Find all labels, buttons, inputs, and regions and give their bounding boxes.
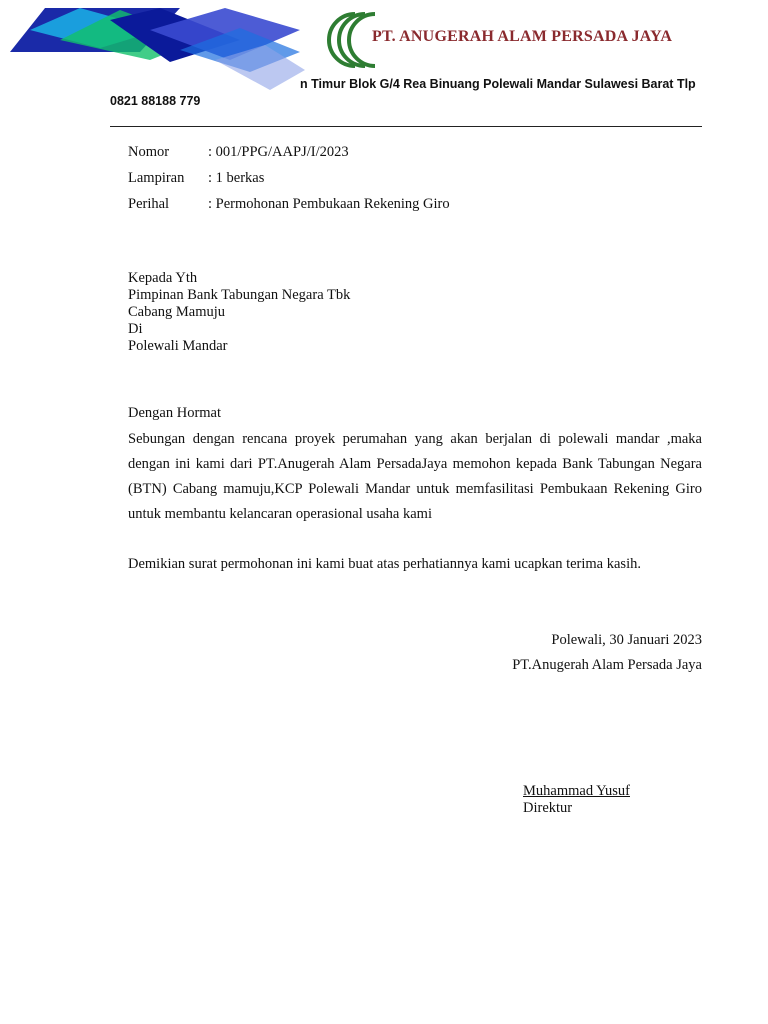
company-logo-icon	[329, 14, 375, 66]
perihal-value: : Permohonan Pembukaan Rekening Giro	[208, 196, 450, 212]
recipient-line-3: Cabang Mamuju	[128, 304, 226, 320]
signatory-name: Muhammad Yusuf	[523, 783, 630, 799]
nomor-value: : 001/PPG/AAPJ/I/2023	[208, 144, 349, 160]
perihal-label: Perihal	[128, 196, 170, 212]
body-paragraph: Sebungan dengan rencana proyek perumahan yang akan berjalan di polewali mandar ,maka dengan ini kami dari PT.Anugerah Alam PersadaJaya memohon kepada Bank Tabungan Negara (BTN) Cabang mamuju,KCP Polewali Mandar untuk memfasilitasi Pembukaan Rekening Giro untuk membantu kelancaran operasional usaha kami	[128, 431, 702, 522]
address-line-1: n Timur Blok G/4 Rea Binuang Polewali Mandar Sulawesi Barat Tlp	[300, 77, 696, 91]
meta-lampiran	[128, 170, 264, 187]
geometric-banner-graphic	[10, 8, 305, 90]
header-decoration	[0, 0, 768, 130]
meta-nomor	[128, 144, 349, 161]
recipient-line-4: Di	[128, 321, 143, 337]
meta-perihal	[128, 196, 450, 213]
closing-paragraph: Demikian surat permohonan ini kami buat atas perhatiannya kami ucapkan terima kasih.	[128, 556, 641, 572]
greeting: Dengan Hormat	[128, 405, 222, 421]
signatory-title: Direktur	[523, 800, 573, 816]
lampiran-label: Lampiran	[128, 170, 185, 186]
recipient-line-1: Kepada Yth	[128, 270, 198, 286]
nomor-label: Nomor	[128, 144, 170, 160]
signature-company: PT.Anugerah Alam Persada Jaya	[512, 657, 702, 673]
header-divider	[110, 126, 702, 127]
recipient-line-2: Pimpinan Bank Tabungan Negara Tbk	[128, 287, 351, 303]
place-date: Polewali, 30 Januari 2023	[551, 632, 702, 648]
address-line-2: 0821 88188 779	[110, 94, 201, 108]
lampiran-value: : 1 berkas	[208, 170, 265, 186]
recipient-line-5: Polewali Mandar	[128, 338, 228, 354]
company-name: PT. ANUGERAH ALAM PERSADA JAYA	[372, 28, 673, 45]
